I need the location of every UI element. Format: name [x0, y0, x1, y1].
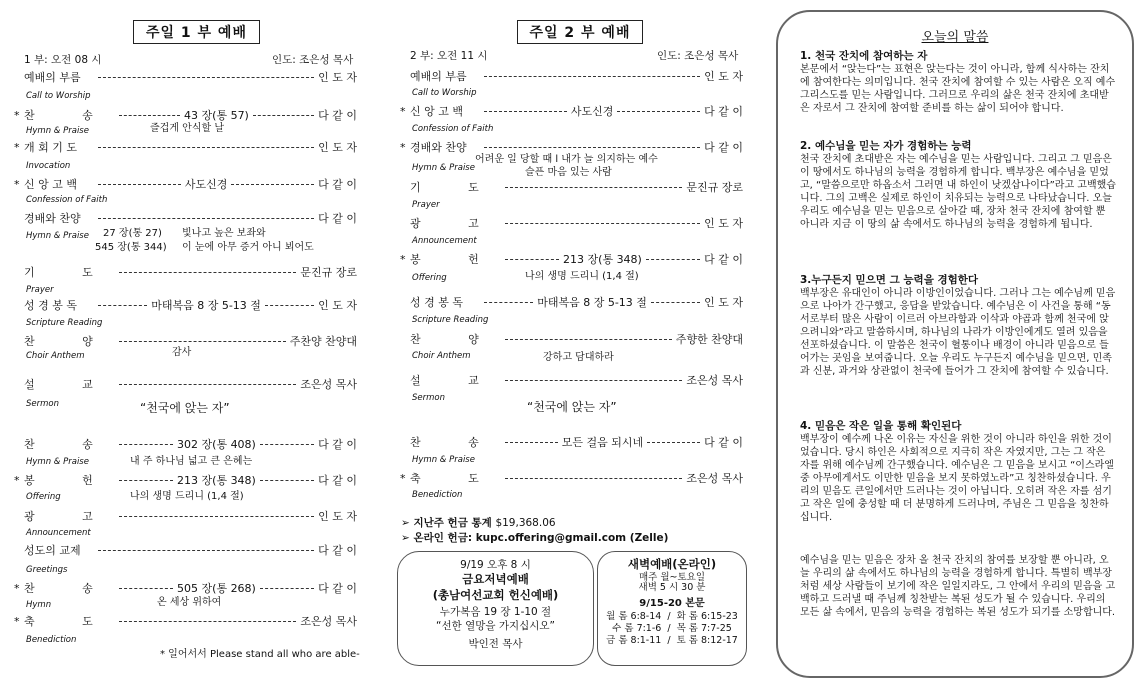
order-row	[400, 69, 743, 83]
offering-total	[401, 515, 556, 530]
stand-marker: *	[14, 614, 20, 628]
order-detail: 505 장(통 268)	[177, 581, 256, 595]
dashed-leader	[119, 384, 297, 385]
dashed-leader	[98, 77, 314, 78]
order-label: 신 앙 고 백	[24, 177, 77, 191]
order-responsible: 다 같 이	[318, 473, 358, 487]
order-english-label: Call to Worship	[412, 88, 477, 98]
order-row	[14, 509, 357, 523]
order-row	[14, 473, 357, 487]
dashed-leader	[98, 147, 314, 148]
order-label: 성도의 교제	[24, 543, 81, 557]
order-row	[14, 265, 357, 279]
todays-word-title: 오늘의 말씀	[921, 30, 989, 45]
word-conclusion	[800, 554, 1116, 619]
dashed-leader	[119, 588, 173, 589]
friday-scripture: 누가복음 19 장 1-10 절	[439, 606, 552, 619]
service1-leader: 인도: 조은성 목사	[272, 54, 354, 66]
order-subtitle: 온 세상 위하여	[157, 597, 222, 608]
service2-time: 2 부: 오전 11 시	[410, 50, 488, 62]
friday-preacher: 박인전 목사	[468, 637, 523, 650]
dashed-leader	[505, 442, 558, 443]
order-label: 설 교	[410, 373, 501, 387]
order-english-label: Benediction	[26, 635, 77, 645]
stand-marker: *	[14, 140, 20, 154]
dashed-leader	[260, 480, 314, 481]
order-english-label: Hymn & Praise	[26, 457, 89, 467]
service2-header: 주일 2 부 예배	[517, 20, 643, 44]
order-detail: 모든 걸음 되시네	[561, 435, 644, 449]
dawn-days: 매주 월~토요일	[638, 571, 706, 583]
order-english-label: Hymn & Praise	[26, 231, 89, 241]
order-label: 찬 송	[410, 435, 501, 449]
dashed-leader	[119, 480, 173, 481]
order-english-label: Call to Worship	[26, 91, 91, 101]
word-section-heading: 1. 천국 잔치에 참여하는 자	[800, 50, 928, 62]
word-section-2	[800, 140, 1116, 231]
dashed-leader	[98, 184, 181, 185]
dawn-heading: 9/15-20 본문	[639, 598, 705, 610]
service1-header: 주일 1 부 예배	[133, 20, 260, 44]
order-responsible: 인 도 자	[704, 216, 743, 230]
word-section-body: 본문에서 “앉는다”는 표현은 앉는다는 것이 아니라, 함께 식사하는 잔치에 참여한다는 의미입니다. 천국 잔치에 참여할 수 있는 사람은 오직 예수 그리스도를 믿는 사람입니다. 그러므로 우리의 삶은 천국 잔치에 초대받은 자로서 그 잔치에 참여할 준비를 하는 삶이 되어야 합니다.	[800, 64, 1116, 114]
dashed-leader	[505, 478, 683, 479]
order-label: 기 도	[410, 180, 501, 194]
offering-online-label: 온라인 헌금: kupc.offering@gmail.com	[413, 532, 627, 544]
order-row	[400, 252, 743, 266]
word-section-heading: 2. 예수님을 믿는 자가 경험하는 능력	[800, 140, 972, 152]
stand-marker: *	[400, 471, 406, 485]
dashed-leader	[505, 187, 683, 188]
order-responsible: 인 도 자	[704, 69, 743, 83]
order-label: 신 앙 고 백	[410, 104, 463, 118]
order-row	[400, 140, 743, 154]
order-row	[14, 140, 357, 154]
bullet-arrow-icon: ➢	[401, 517, 410, 529]
word-section-body: 백부장은 유대인이 아니라 이방인이었습니다. 그러나 그는 예수님께 믿음으로 나아가 간구했고, 응답을 받았습니다. 예수님은 이 사건을 통해 “동서로부터 많은 사람이 이르러 아브라함과 이삭과 야곱과 함께 천국에 앉으려니와”라고 말씀하시며, 하나님의 나라가 이방인에게도 열려 있음을 선포하셨습니다. 이 말씀은 천국이 혈통이나 배경이 아니라 믿음으로 들어가는 곳임을 보여줍니다. 오늘 우리도 누구든지 예수님을 믿으면, 민족과 신분, 과거와 상관없이 천국에 들어가 그 잔치에 참여할 수 있습니다.	[800, 288, 1116, 377]
word-section-heading: 4. 믿음은 작은 일을 통해 확인된다	[800, 420, 962, 432]
order-english-label: Hymn	[26, 600, 52, 610]
order-detail: 사도신경	[184, 177, 228, 191]
dashed-leader	[119, 516, 314, 517]
dashed-leader	[651, 302, 700, 303]
order-row	[14, 377, 357, 391]
dashed-leader	[265, 305, 314, 306]
dashed-leader	[647, 442, 700, 443]
order-responsible: 다 같 이	[704, 252, 744, 266]
dashed-leader	[617, 111, 700, 112]
dashed-leader	[119, 115, 180, 116]
stand-footnote: * 일어서서 Please stand all who are able-	[160, 649, 360, 660]
dashed-leader	[119, 444, 173, 445]
bullet-arrow-icon: ➢	[401, 532, 410, 544]
order-row	[400, 216, 743, 230]
dashed-leader	[505, 380, 683, 381]
dashed-leader	[260, 588, 314, 589]
order-responsible: 인 도 자	[704, 295, 743, 309]
dashed-leader	[646, 259, 700, 260]
order-responsible: 다 같 이	[704, 140, 743, 154]
dashed-leader	[119, 272, 297, 273]
order-responsible: 다 같 이	[318, 437, 358, 451]
word-section-3	[800, 274, 1116, 378]
order-english-label: Hymn & Praise	[26, 126, 89, 136]
order-subtitle: “천국에 앉는 자”	[140, 401, 230, 415]
order-label: 광 고	[24, 509, 115, 523]
order-responsible: 다 같 이	[318, 108, 358, 122]
order-row	[400, 373, 743, 387]
word-section-body: 백부장이 예수께 나온 이유는 자신을 위한 것이 아니라 하인을 위한 것이었습니다. 당시 하인은 사회적으로 지극히 작은 자였지만, 그는 그 작은 자를 위해 예수님께 간구했습니다. 예수님은 그 믿음을 보시고 “이스라엘 중 아무에게서도 이만한 믿음을 보지 못하였노라”고 칭찬하셨습니다. 우리의 믿음도 큰일에서만 드러나는 것이 아닙니다. 오히려 작은 자를 섬기고 작은 일에 충성할 때 더 분명하게 드러나며, 주님은 그 믿음을 칭찬하십니다.	[800, 434, 1114, 523]
order-label: 예배의 부름	[24, 70, 81, 84]
order-english-label: Announcement	[412, 236, 477, 246]
order-label: 광 고	[410, 216, 501, 230]
order-label: 찬 송	[24, 581, 115, 595]
order-label: 찬 양	[24, 334, 115, 348]
order-responsible: 문진규 장로	[686, 180, 743, 194]
dashed-leader	[505, 259, 559, 260]
order-responsible: 다 같 이	[318, 177, 358, 191]
order-detail: 213 장(통 348)	[177, 473, 256, 487]
order-responsible: 주향한 찬양대	[675, 332, 743, 346]
order-detail: 213 장(통 348)	[563, 252, 642, 266]
order-label: 찬 양	[410, 332, 501, 346]
stand-marker: *	[14, 108, 20, 122]
order-label: 찬 송	[24, 437, 115, 451]
order-row	[400, 332, 743, 346]
stand-marker: *	[400, 252, 406, 266]
dashed-leader	[505, 339, 672, 340]
todays-word-panel	[776, 10, 1134, 678]
order-responsible: 문진규 장로	[300, 265, 357, 279]
order-responsible: 다 같 이	[704, 435, 743, 449]
order-responsible: 다 같 이	[704, 104, 744, 118]
order-row	[400, 471, 743, 485]
order-subtitle: 나의 생명 드리니 (1,4 절)	[525, 271, 639, 282]
order-row	[14, 581, 357, 595]
dashed-leader	[505, 223, 700, 224]
order-label: 봉 헌	[410, 252, 501, 266]
order-row	[400, 295, 743, 309]
order-english-label: Benediction	[412, 490, 463, 500]
dashed-leader	[484, 111, 567, 112]
order-english-label: Offering	[26, 492, 61, 502]
friday-title: 금요저녁예배	[462, 572, 529, 587]
order-row	[400, 435, 743, 449]
order-responsible: 인 도 자	[318, 298, 357, 312]
stand-marker: *	[14, 473, 20, 487]
order-english-label: Choir Anthem	[26, 351, 85, 361]
friday-subtitle: (총남여선교회 헌신예배)	[432, 587, 559, 602]
dawn-service-box	[597, 551, 747, 666]
order-detail: 302 장(통 408)	[177, 437, 256, 451]
dawn-title: 새벽예배(온라인)	[627, 557, 717, 571]
order-row	[14, 298, 357, 312]
praise-song-b-number: 545 장(통 344)	[95, 242, 167, 253]
order-label: 설 교	[24, 377, 115, 391]
order-english-label: Scripture Reading	[26, 318, 103, 328]
order-detail: 마태복음 8 장 5-13 절	[151, 298, 261, 312]
order-subtitle: 나의 생명 드리니 (1,4 절)	[130, 491, 244, 502]
order-row	[14, 334, 357, 348]
order-label: 기 도	[24, 265, 115, 279]
service2-praise-line1: 어려운 일 당할 때 l 내가 늘 의지하는 예수	[475, 154, 658, 165]
order-responsible: 주찬양 찬양대	[289, 334, 357, 348]
order-label: 봉 헌	[24, 473, 115, 487]
dawn-readings-3: 금 롬 8:1-11 / 토 롬 8:12-17	[606, 634, 738, 646]
order-row	[14, 211, 357, 225]
dashed-leader	[231, 184, 314, 185]
friday-sermon-title: “선한 열망을 가지십시오”	[436, 620, 555, 633]
order-english-label: Hymn & Praise	[412, 455, 475, 465]
order-subtitle: 감사	[172, 347, 192, 358]
order-row	[14, 70, 357, 84]
offering-online	[401, 530, 668, 545]
order-label: 찬 송	[24, 108, 115, 122]
friday-time: 9/19 오후 8 시	[460, 559, 531, 571]
order-english-label: Prayer	[412, 200, 440, 210]
dashed-leader	[253, 115, 314, 116]
stand-marker: *	[400, 104, 406, 118]
order-label: 예배의 부름	[410, 69, 467, 83]
order-row	[14, 177, 357, 191]
order-responsible: 다 같 이	[318, 581, 358, 595]
offering-total-value: $19,368.06	[495, 517, 556, 529]
order-row	[14, 108, 357, 122]
word-section-1	[800, 50, 1116, 115]
order-english-label: Announcement	[26, 528, 91, 538]
order-label: 성 경 봉 독	[24, 298, 77, 312]
order-row	[14, 437, 357, 451]
order-responsible: 조은성 목사	[300, 614, 357, 628]
order-label: 축 도	[410, 471, 501, 485]
order-english-label: Hymn & Praise	[412, 163, 475, 173]
order-responsible: 조은성 목사	[300, 377, 357, 391]
dashed-leader	[484, 302, 533, 303]
order-responsible: 인 도 자	[318, 509, 357, 523]
dashed-leader	[98, 550, 314, 551]
order-responsible: 조은성 목사	[686, 373, 743, 387]
order-row	[400, 104, 743, 118]
dashed-leader	[119, 341, 286, 342]
stand-marker: *	[14, 177, 20, 191]
order-subtitle: 내 주 하나님 넓고 큰 은혜는	[130, 456, 253, 467]
order-responsible: 조은성 목사	[686, 471, 743, 485]
order-responsible: 인 도 자	[318, 70, 357, 84]
order-row	[14, 614, 357, 628]
stand-marker: *	[400, 140, 406, 154]
order-english-label: Confession of Faith	[26, 195, 108, 205]
order-responsible: 인 도 자	[318, 140, 357, 154]
word-section-4	[800, 420, 1116, 524]
service2-praise-line2: 슬픈 마음 있는 사람	[525, 167, 612, 178]
order-label: 경배와 찬양	[410, 140, 467, 154]
order-english-label: Sermon	[412, 393, 445, 403]
offering-online-note: (Zelle)	[629, 532, 669, 544]
order-label: 경배와 찬양	[24, 211, 81, 225]
praise-song-a-number: 27 장(통 27)	[103, 228, 162, 239]
dashed-leader	[98, 218, 314, 219]
offering-total-label: 지난주 헌금 통계	[413, 517, 492, 529]
praise-song-a-title: 빛나고 높은 보좌와	[182, 228, 266, 239]
service1-time: 1 부: 오전 08 시	[24, 54, 102, 66]
order-responsible: 다 같 이	[318, 211, 357, 225]
service2-leader: 인도: 조은성 목사	[657, 50, 739, 62]
order-english-label: Scripture Reading	[412, 315, 489, 325]
dawn-readings-1: 월 롬 6:8-14 / 화 롬 6:15-23	[606, 610, 738, 622]
order-english-label: Greetings	[26, 565, 68, 575]
order-subtitle: 즐겁게 안식할 날	[150, 123, 224, 134]
order-english-label: Prayer	[26, 285, 54, 295]
order-subtitle: 강하고 담대하라	[543, 352, 614, 363]
word-conclusion-body: 예수님을 믿는 믿음은 장차 올 천국 잔치의 참여를 보장할 뿐 아니라, 오늘 우리의 삶 속에서도 하나님의 능력을 경험하게 합니다. 특별히 백부장처럼 세상 사람들이 보기에 작은 일일지라도, 그 안에서 우리의 믿음을 고백하고 드러낼 때 주님께 칭찬받는 복된 성도가 될 수 있습니다. 우리의 모든 삶 속에서, 믿음의 능력을 경험하는 복된 성도가 되기를 소망합니다.	[800, 555, 1116, 618]
praise-song-b-title: 이 눈에 아무 증거 아니 뵈어도	[182, 242, 314, 253]
dashed-leader	[484, 76, 700, 77]
order-detail: 마태복음 8 장 5-13 절	[537, 295, 647, 309]
dashed-leader	[98, 305, 147, 306]
order-detail: 43 장(통 57)	[184, 108, 249, 122]
order-english-label: Invocation	[26, 161, 71, 171]
dawn-readings-2: 수 롬 7:1-6 / 목 롬 7:7-25	[612, 622, 732, 634]
order-label: 축 도	[24, 614, 115, 628]
order-english-label: Offering	[412, 273, 447, 283]
order-responsible: 다 같 이	[318, 543, 357, 557]
order-label: 개 회 기 도	[24, 140, 77, 154]
dashed-leader	[260, 444, 314, 445]
order-english-label: Confession of Faith	[412, 124, 494, 134]
order-english-label: Sermon	[26, 399, 59, 409]
order-english-label: Choir Anthem	[412, 351, 471, 361]
dawn-time: 새벽 5 시 30 분	[638, 582, 706, 594]
word-section-body: 천국 잔치에 초대받은 자는 예수님을 믿는 사람입니다. 그리고 그 믿음은 이 땅에서도 하나님의 능력을 경험하게 합니다. 백부장은 예수님을 믿었고, “말씀으로만 하옵소서 그러면 내 하인이 낫겠삽나이다”라고 고백했습니다. 그의 고백은 실제로 하인이 치유되는 능력으로 나타났습니다. 오늘 우리도 예수님을 믿는 믿음으로 살아갈 때, 장차 천국 잔치에 참여할 뿐 아니라 지금 이 땅의 삶 속에서도 하나님의 능력을 경험하게 됩니다.	[800, 154, 1116, 230]
order-label: 성 경 봉 독	[410, 295, 463, 309]
stand-marker: *	[14, 581, 20, 595]
order-row	[14, 543, 357, 557]
word-section-heading: 3.누구든지 믿으면 그 능력을 경험한다	[800, 274, 979, 286]
order-row	[400, 180, 743, 194]
order-detail: 사도신경	[570, 104, 614, 118]
friday-service-box	[397, 551, 594, 666]
dashed-leader	[484, 147, 700, 148]
dashed-leader	[119, 621, 297, 622]
order-subtitle: “천국에 앉는 자”	[527, 400, 617, 414]
